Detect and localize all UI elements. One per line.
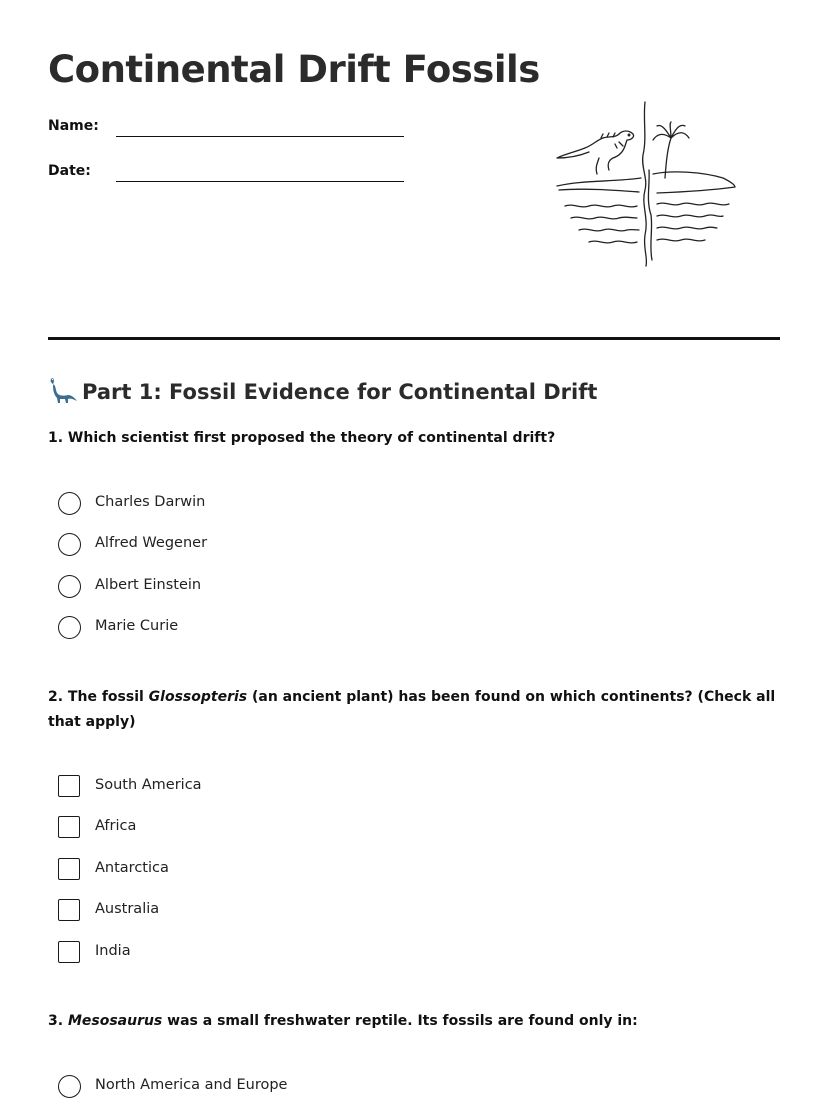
q1-option[interactable] bbox=[58, 532, 458, 558]
q2-option-label: South America bbox=[95, 777, 202, 793]
part1-title: Part 1: Fossil Evidence for Continental Drift bbox=[82, 380, 598, 404]
question-2 bbox=[48, 685, 780, 735]
q3-prefix: 3. bbox=[48, 1013, 68, 1029]
q2-suffix: (an ancient plant) has been found on which continents? (Check all that apply) bbox=[48, 689, 776, 730]
q1-option-label: Alfred Wegener bbox=[95, 535, 208, 551]
q2-option[interactable] bbox=[58, 898, 458, 924]
q3-suffix: was a small freshwater reptile. Its fossils are found only in: bbox=[162, 1013, 638, 1029]
date-line[interactable] bbox=[116, 181, 404, 182]
q2-term: Glossopteris bbox=[148, 689, 248, 705]
q3-option[interactable] bbox=[58, 1074, 458, 1100]
worksheet-title: Continental Drift Fossils bbox=[48, 48, 540, 91]
q2-option[interactable] bbox=[58, 940, 458, 966]
q2-prefix: 2. The fossil bbox=[48, 689, 149, 705]
q2-option[interactable] bbox=[58, 857, 458, 883]
q1-radio-marie-curie[interactable] bbox=[58, 616, 81, 639]
q2-checkbox-africa[interactable] bbox=[58, 816, 80, 838]
name-field[interactable] bbox=[48, 116, 408, 144]
q2-checkbox-australia[interactable] bbox=[58, 899, 80, 921]
date-field[interactable] bbox=[48, 161, 408, 189]
worksheet-page bbox=[48, 0, 780, 1118]
q1-option[interactable] bbox=[58, 574, 458, 600]
q3-term: Mesosaurus bbox=[67, 1013, 163, 1029]
q1-option-label: Marie Curie bbox=[95, 618, 179, 634]
name-label: Name: bbox=[48, 118, 99, 134]
q2-checkbox-south-america[interactable] bbox=[58, 775, 80, 797]
q1-radio-albert-einstein[interactable] bbox=[58, 575, 81, 598]
name-line[interactable] bbox=[116, 136, 404, 137]
q2-option-label: Antarctica bbox=[95, 860, 169, 876]
q1-radio-charles-darwin[interactable] bbox=[58, 492, 81, 515]
q1-option-label: Charles Darwin bbox=[95, 494, 206, 510]
q2-checkbox-antarctica[interactable] bbox=[58, 858, 80, 880]
q1-option[interactable] bbox=[58, 491, 458, 517]
q2-option[interactable] bbox=[58, 815, 458, 841]
q2-option-label: Australia bbox=[95, 901, 160, 917]
q1-option[interactable] bbox=[58, 615, 458, 641]
question-1: 1. Which scientist first proposed the theory of continental drift? bbox=[48, 430, 556, 446]
q2-option-label: Africa bbox=[95, 818, 137, 834]
q2-option[interactable] bbox=[58, 774, 458, 800]
section-divider bbox=[48, 337, 780, 340]
q3-option-label: North America and Europe bbox=[95, 1077, 288, 1093]
date-label: Date: bbox=[48, 163, 91, 179]
q1-option-label: Albert Einstein bbox=[95, 577, 202, 593]
q2-option-label: India bbox=[95, 943, 131, 959]
q3-radio-north-america-europe[interactable] bbox=[58, 1075, 81, 1098]
question-3 bbox=[48, 1009, 780, 1034]
part1-heading bbox=[48, 374, 597, 406]
continental-split-illustration bbox=[553, 100, 738, 270]
q1-radio-alfred-wegener[interactable] bbox=[58, 533, 81, 556]
q2-checkbox-india[interactable] bbox=[58, 941, 80, 963]
dinosaur-icon bbox=[48, 374, 78, 404]
